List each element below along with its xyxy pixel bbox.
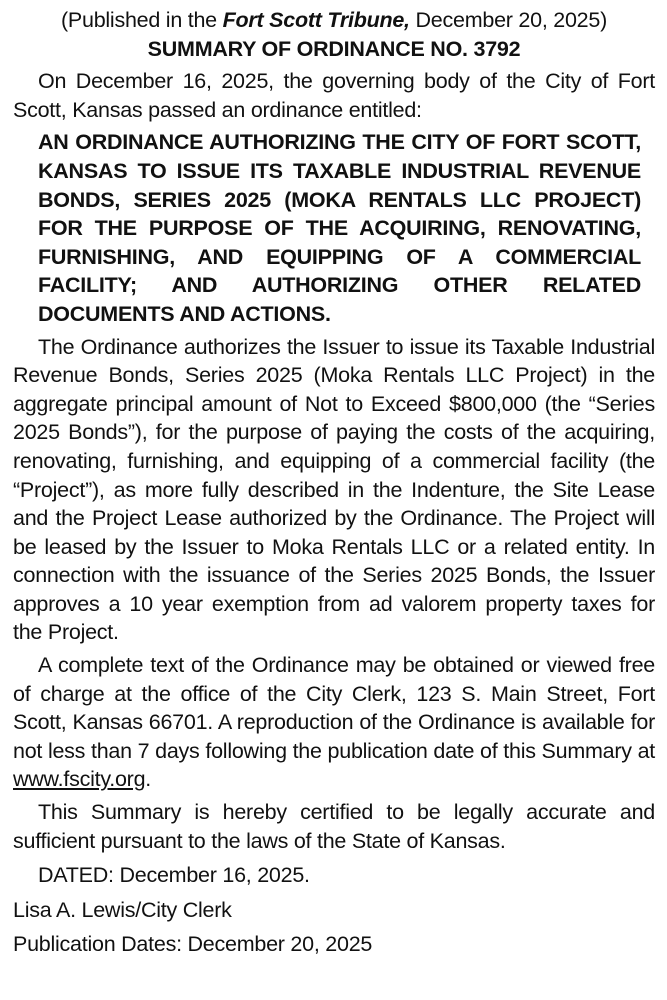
- availability-paragraph: [13, 651, 655, 794]
- certification-paragraph: This Summary is hereby certified to be legally accurate and sufficient pursuant to the laws of the State of Kansas.: [13, 800, 655, 853]
- publication-dates: Publication Dates: December 20, 2025: [13, 932, 373, 957]
- availability-end: .: [145, 767, 152, 792]
- publication-date: December 20, 2025): [409, 8, 608, 32]
- newspaper-name: Fort Scott Tribune,: [222, 8, 410, 32]
- publication-prefix: (Published in the: [60, 8, 223, 32]
- publication-line: [13, 6, 655, 35]
- signer-line: Lisa A. Lewis/City Clerk: [13, 897, 232, 922]
- availability-text: A complete text of the Ordinance may be obtained or viewed free of charge at the office of the City Clerk, 123 S. Main Street, Fort Scott, Kansas 66701. A reproduction of the Ordinance is available for not less than 7 days following the publication date of this Summary at: [13, 653, 655, 763]
- notice-title: SUMMARY OF ORDINANCE NO. 3792: [147, 36, 521, 61]
- dated-line: DATED: December 16, 2025.: [38, 863, 310, 888]
- intro-paragraph: On December 16, 2025, the governing body of the City of Fort Scott, Kansas passed an ordinance entitled:: [13, 69, 655, 122]
- ordinance-title: AN ORDINANCE AUTHORIZING THE CITY OF FORT SCOTT, KANSAS TO ISSUE ITS TAXABLE INDUSTRIAL REVENUE BONDS, SERIES 2025 (MOKA RENTALS LLC PROJECT) FOR THE PURPOSE OF THE ACQUIRING, RENOVATING, FURNISHING, AND EQUIPPING OF A COMMERCIAL FACILITY; AND AUTHORIZING OTHER RELATED DOCUMENTS AND ACTIONS.: [38, 130, 641, 326]
- website-link[interactable]: www.fscity.org: [13, 767, 146, 792]
- authorization-paragraph: The Ordinance authorizes the Issuer to issue its Taxable Industrial Revenue Bonds, Series 2025 (Moka Rentals LLC Project) in the aggregate principal amount of Not to Exceed $800,000 (the “Series 2025 Bonds”), for the purpose of paying the costs of the acquiring, renovating, furnishing, and equipping of a commercial facility (the “Project”), as more fully described in the Indenture, the Site Lease and the Project Lease authorized by the Ordinance. The Project will be leased by the Issuer to Moka Rentals LLC or a related entity. In connection with the issuance of the Series 2025 Bonds, the Issuer approves a 10 year exemption from ad valorem property taxes for the Project.: [13, 334, 655, 645]
